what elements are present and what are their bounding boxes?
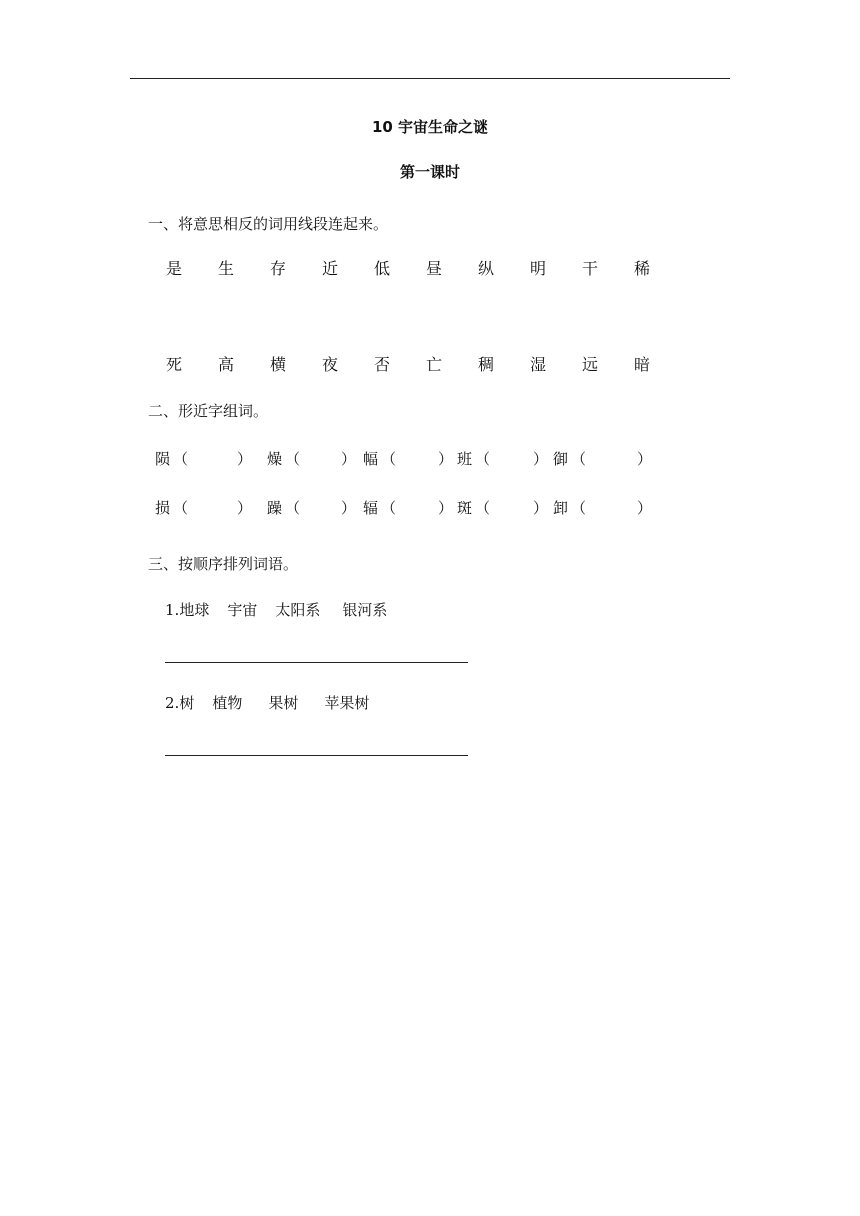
word: 果树 — [268, 694, 299, 712]
open-paren: （ — [285, 499, 301, 517]
char-label: 御 — [553, 450, 569, 468]
char-label: 班 — [457, 450, 473, 468]
top-char[interactable]: 昼 — [425, 259, 442, 278]
char-label: 陨 — [155, 450, 171, 468]
char-label: 卸 — [553, 499, 569, 517]
char-label: 幅 — [363, 450, 379, 468]
word: 苹果树 — [324, 694, 370, 712]
char-label: 损 — [155, 499, 171, 517]
top-char[interactable]: 是 — [165, 259, 182, 278]
char-label: 燥 — [267, 450, 283, 468]
answer-line-2[interactable] — [165, 755, 468, 756]
word: 植物 — [212, 694, 243, 712]
word-building-row-2 — [155, 497, 675, 519]
word: 树 — [179, 694, 195, 712]
word: 宇宙 — [227, 601, 258, 619]
char-label: 辐 — [363, 499, 379, 517]
bottom-char[interactable]: 夜 — [321, 355, 338, 374]
matching-top-row — [164, 256, 664, 278]
bottom-char[interactable]: 横 — [269, 355, 286, 374]
item-number: 2. — [165, 694, 180, 712]
top-char[interactable]: 稀 — [633, 259, 650, 278]
matching-bottom-row — [164, 352, 664, 374]
bottom-char[interactable]: 死 — [165, 355, 182, 374]
word: 太阳系 — [275, 601, 321, 619]
open-paren: （ — [475, 499, 491, 517]
item-number: 1. — [165, 601, 180, 619]
open-paren: （ — [381, 499, 397, 517]
section2-heading: 二、形近字组词。 — [148, 402, 269, 420]
top-char[interactable]: 纵 — [477, 259, 494, 278]
bottom-char[interactable]: 亡 — [425, 355, 442, 374]
word: 地球 — [179, 601, 210, 619]
close-paren: ） — [341, 450, 357, 468]
char-label: 斑 — [457, 499, 473, 517]
ordering-item-1 — [165, 599, 387, 620]
top-char[interactable]: 明 — [529, 259, 546, 278]
top-char[interactable]: 存 — [269, 259, 286, 278]
open-paren: （ — [571, 450, 587, 468]
bottom-char[interactable]: 暗 — [633, 355, 650, 374]
section1-heading: 一、将意思相反的词用线段连起来。 — [148, 215, 389, 233]
bottom-char[interactable]: 否 — [373, 355, 390, 374]
top-char[interactable]: 近 — [321, 259, 338, 278]
open-paren: （ — [173, 499, 189, 517]
bottom-char[interactable]: 湿 — [529, 355, 546, 374]
top-char[interactable]: 低 — [373, 259, 390, 278]
word: 银河系 — [342, 601, 388, 619]
open-paren: （ — [285, 450, 301, 468]
close-paren: ） — [237, 450, 253, 468]
section3-heading: 三、按顺序排列词语。 — [148, 555, 299, 573]
bottom-char[interactable]: 远 — [581, 355, 598, 374]
close-paren: ） — [637, 450, 653, 468]
page-title: 10 宇宙生命之谜 — [371, 118, 489, 136]
close-paren: ） — [533, 499, 549, 517]
ordering-item-2 — [165, 692, 369, 713]
open-paren: （ — [173, 450, 189, 468]
close-paren: ） — [438, 450, 454, 468]
open-paren: （ — [475, 450, 491, 468]
top-char[interactable]: 生 — [217, 259, 234, 278]
close-paren: ） — [341, 499, 357, 517]
close-paren: ） — [237, 499, 253, 517]
top-char[interactable]: 干 — [581, 259, 598, 278]
open-paren: （ — [381, 450, 397, 468]
header-rule — [130, 78, 730, 79]
close-paren: ） — [637, 499, 653, 517]
char-label: 躁 — [267, 499, 283, 517]
page-subtitle: 第一课时 — [399, 163, 460, 181]
answer-line-1[interactable] — [165, 662, 468, 663]
close-paren: ） — [438, 499, 454, 517]
word-building-row-1 — [155, 448, 675, 470]
bottom-char[interactable]: 稠 — [477, 355, 494, 374]
open-paren: （ — [571, 499, 587, 517]
close-paren: ） — [533, 450, 549, 468]
bottom-char[interactable]: 高 — [217, 355, 234, 374]
